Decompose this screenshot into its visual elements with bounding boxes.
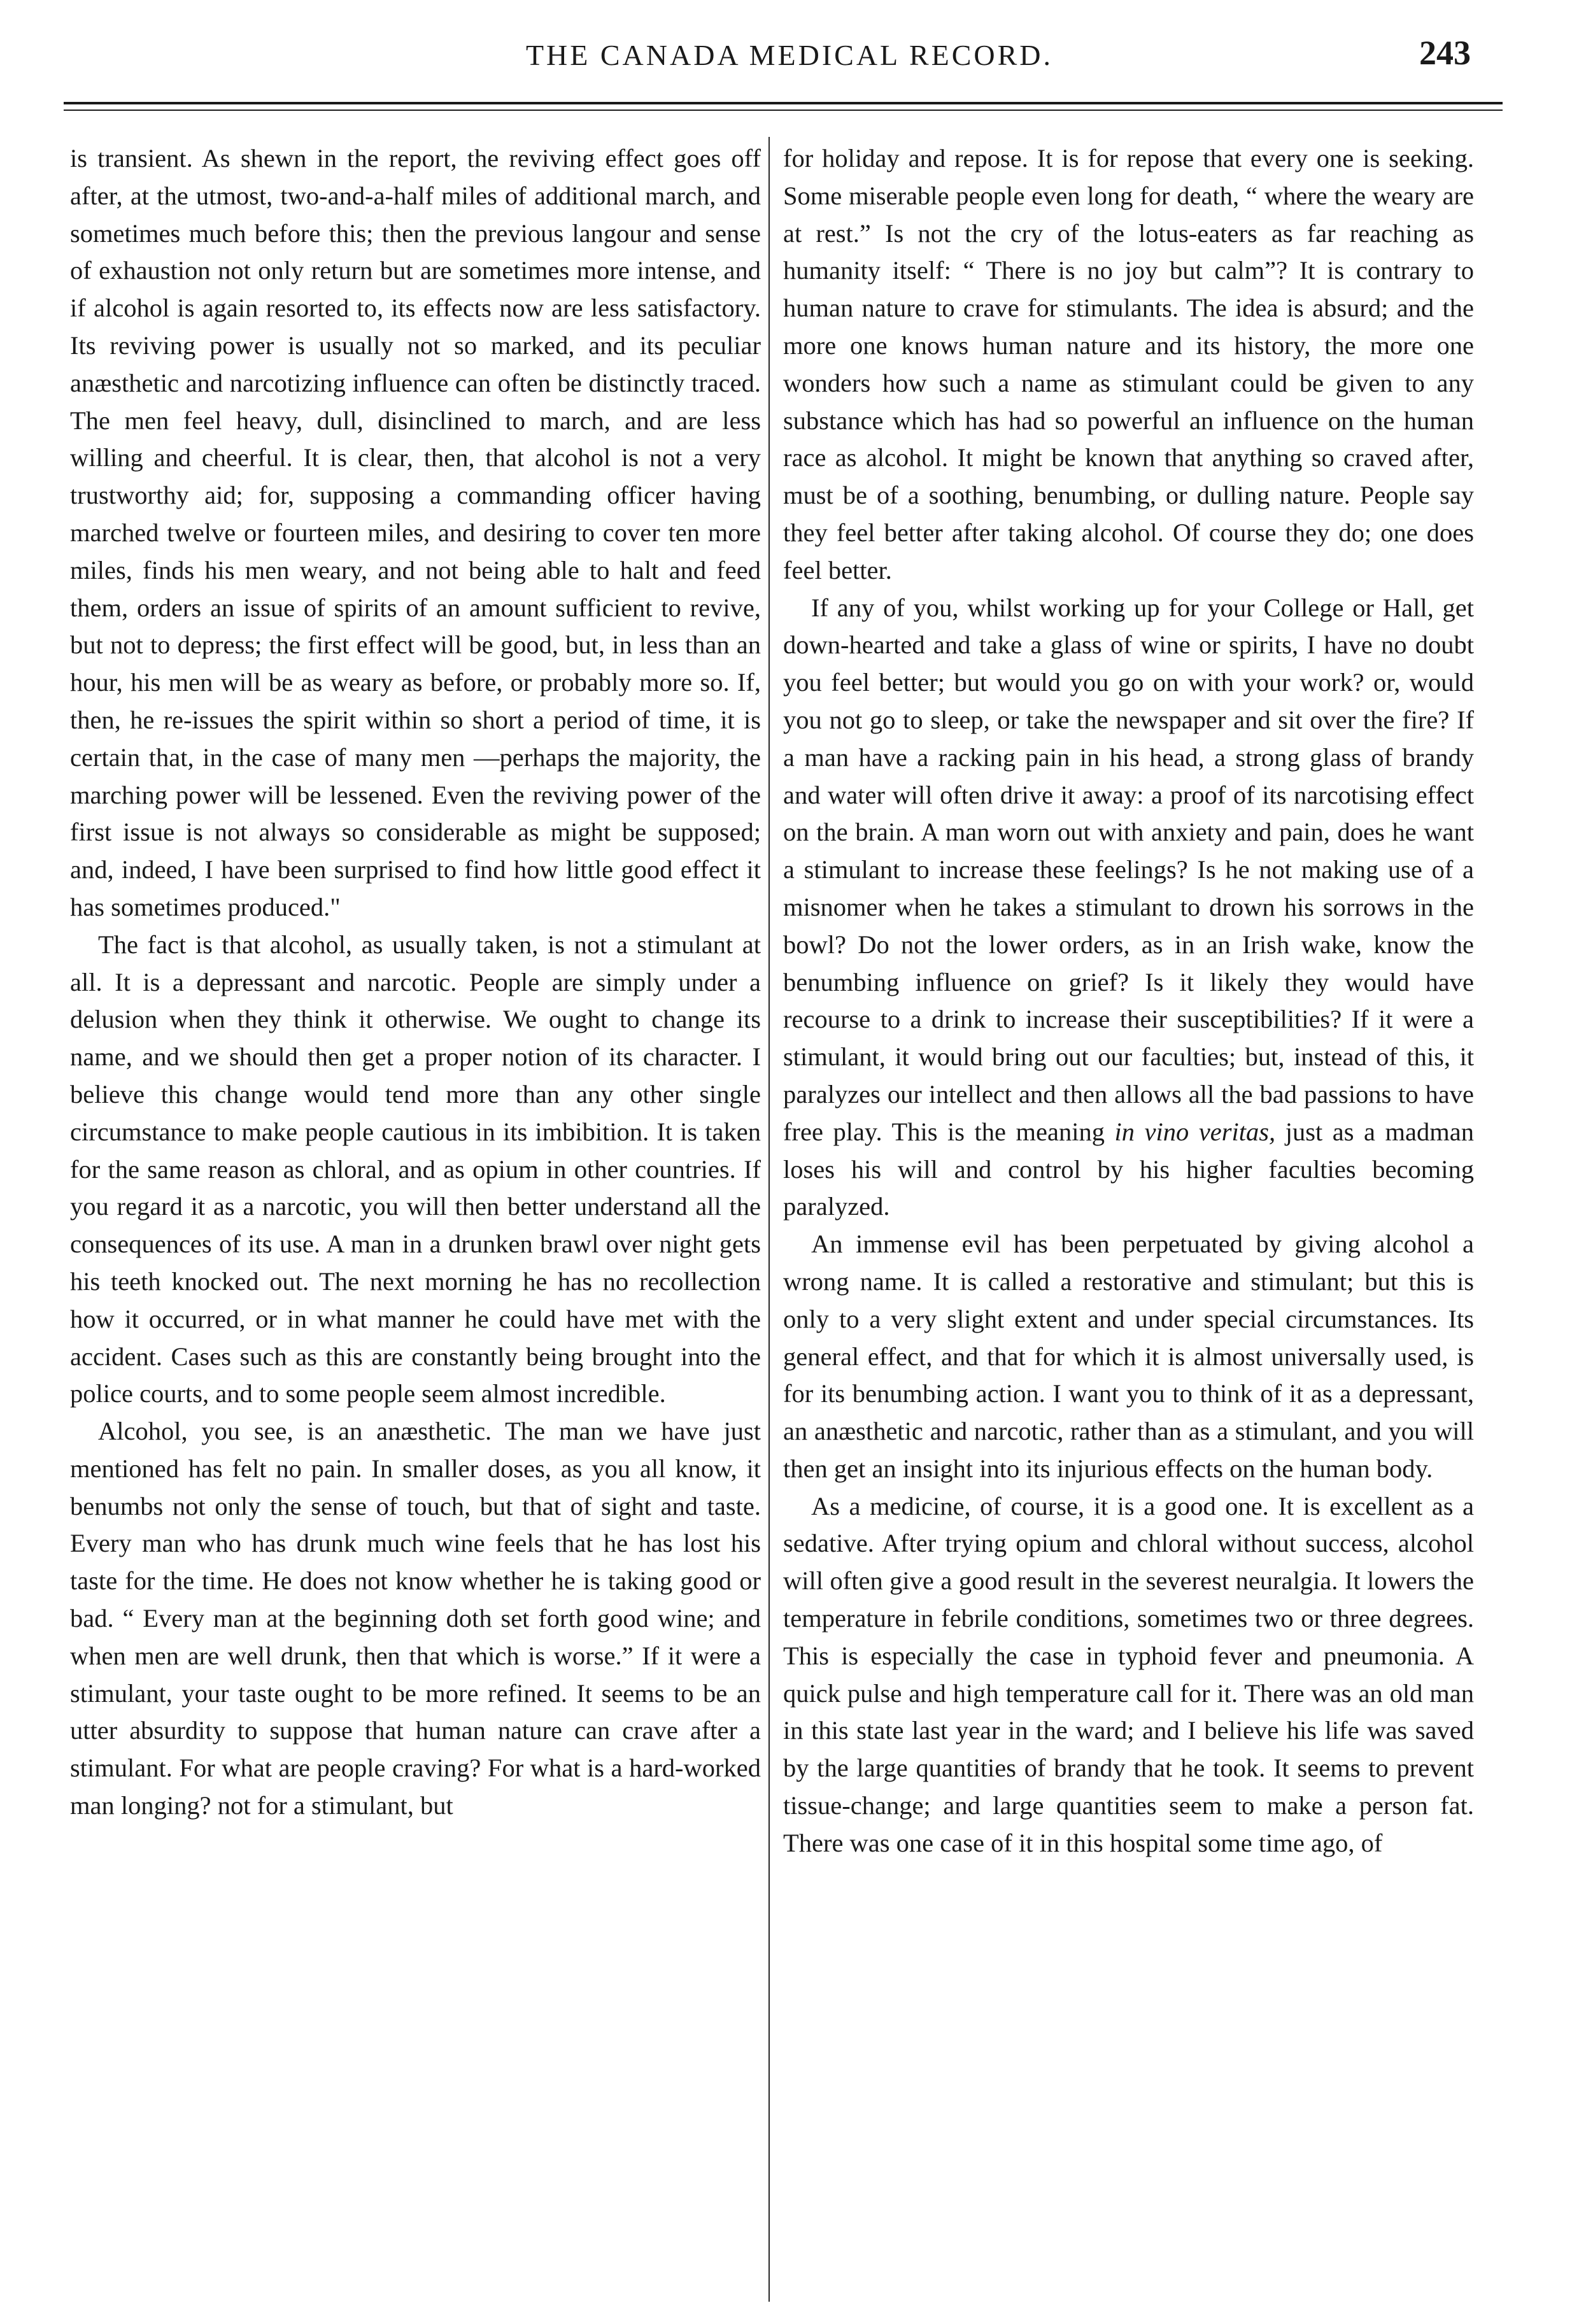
right-paragraph-1: for holiday and repose. It is for repose that every one is seeking. Some miserable people even long for death, “ where the weary are at rest.” Is not the cry of the lotus-eaters as far reaching as humanity itself: “ There is no joy but calm”? It is contrary to human nature to crave for stimulants. The idea is absurd; and the more one knows human nature and its history, the more one wonders how such a name as stimulant could be given to any substance which has had so powerful an influence on the human race as alcohol. It might be known that anything so craved after, must be of a soothing, benumbing, or dulling nature. People say they feel better after taking alcohol. Of course they do; one does feel better. bbox=[783, 144, 1474, 585]
right-paragraph-4: As a medicine, of course, it is a good one. It is excellent as a sedative. After trying opium and chloral without success, alcohol will often give a good result in the severest neuralgia. It lowers the temperature in febrile conditions, sometimes two or three degrees. This is especially the case in typhoid fever and pneumonia. A quick pulse and high temperature call for it. There was an old man in this state last year in the ward; and I believe his life was saved by the large quantities of brandy that he took. It seems to prevent tissue-change; and large quantities seem to make a person fat. There was one case of it in this hospital some time ago, of bbox=[783, 1491, 1474, 1857]
right-column bbox=[783, 140, 1474, 2299]
header-rule-thin bbox=[64, 110, 1503, 111]
running-title: THE CANADA MEDICAL RECORD. bbox=[525, 39, 1054, 71]
left-paragraph-2: The fact is that alcohol, as usually taken, is not a stimulant at all. It is a depressant and narcotic. People are simply under a delusion when they think it otherwise. We ought to change its name, and we should then get a proper notion of its character. I believe this change would tend more than any other single circumstance to make people cautious in its imbibition. It is taken for the same reason as chloral, and as opium in other countries. If you regard it as a narcotic, you will then better understand all the consequences of its use. A man in a drunken brawl over night gets his teeth knocked out. The next morning he has no recollection how it occurred, or in what manner he could have met with the accident. Cases such as this are constantly being brought into the police courts, and to some people seem almost incredible. bbox=[70, 930, 761, 1408]
right-paragraph-3: An immense evil has been perpetuated by giving alcohol a wrong name. It is called a restorative and stimulant; but this is only to a very slight extent and under special circumstances. Its general effect, and that for which it is almost universally used, is for its benumbing action. I want you to think of it as a depressant, an anæsthetic and narcotic, rather than as a stimulant, and you will then get an insight into its injurious effects on the human body. bbox=[783, 1229, 1474, 1483]
column-divider bbox=[768, 137, 770, 2302]
page-number: 243 bbox=[1419, 34, 1471, 72]
left-column bbox=[70, 140, 761, 2299]
page-header bbox=[0, 34, 1579, 89]
left-paragraph-1: is transient. As shewn in the report, the reviving effect goes off after, at the utmost, two-and-a-half miles of additional march, and sometimes much before this; then the previous langour and sense of exhaustion not only return but are sometimes more intense, and if alcohol is again resorted to, its effects now are less satisfactory. Its reviving power is usually not so marked, and its peculiar anæsthetic and narcotizing influence can often be distinctly traced. The men feel heavy, dull, disinclined to march, and are less willing and cheerful. It is clear, then, that alcohol is not a very trustworthy aid; for, supposing a commanding officer having marched twelve or fourteen miles, and desiring to cover ten more miles, finds his men weary, and not being able to halt and feed them, orders an issue of spirits of an amount sufficient to revive, but not to depress; the first effect will be good, but, in less than an hour, his men will be as weary as before, or probably more so. If, then, he re-issues the spirit within so short a period of time, it is certain that, in the case of many men —perhaps the majority, the marching power will be lessened. Even the reviving power of the first issue is not always so considerable as might be supposed; and, indeed, I have been surprised to find how little good effect it has sometimes produced." bbox=[70, 144, 761, 921]
left-paragraph-3: Alcohol, you see, is an anæsthetic. The man we have just mentioned has felt no pain. In smaller doses, as you all know, it benumbs not only the sense of touch, but that of sight and taste. Every man who has drunk much wine feels that he has lost his taste for the time. He does not know whether he is taking good or bad. “ Every man at the beginning doth set forth good wine; and when men are well drunk, then that which is worse.” If it were a stimulant, your taste ought to be more refined. It seems to be an utter absurdity to suppose that human nature can crave after a stimulant. For what are people craving? For what is a hard-worked man longing? not for a stimulant, but bbox=[70, 1417, 761, 1820]
right-paragraph-2: If any of you, whilst working up for your College or Hall, get down-hearted and take a glass of wine or spirits, I have no doubt you feel better; but would you go on with your work? or, would you not go to sleep, or take the newspaper and sit over the fire? If a man have a racking pain in his head, a strong glass of brandy and water will often drive it away: a proof of its narcotising effect on the brain. A man worn out with anxiety and pain, does he want a stimulant to increase these feelings? Is he not making use of a misnomer when he takes a stimulant to drown his sorrows in the bowl? Do not the lower orders, as in an Irish wake, know the benumbing influence on grief? Is it likely they would have recourse to a drink to increase their susceptibilities? If it were a stimulant, it would bring out our faculties; but, instead of this, it paralyzes our intellect and then allows all the bad passions to have free play. This is the meaning in vino veritas, just as a madman loses his will and control by his higher faculties becoming paralyzed. bbox=[783, 593, 1474, 1221]
header-rule-thick bbox=[64, 102, 1503, 104]
italic-phrase: in vino veritas, bbox=[1114, 1117, 1276, 1146]
